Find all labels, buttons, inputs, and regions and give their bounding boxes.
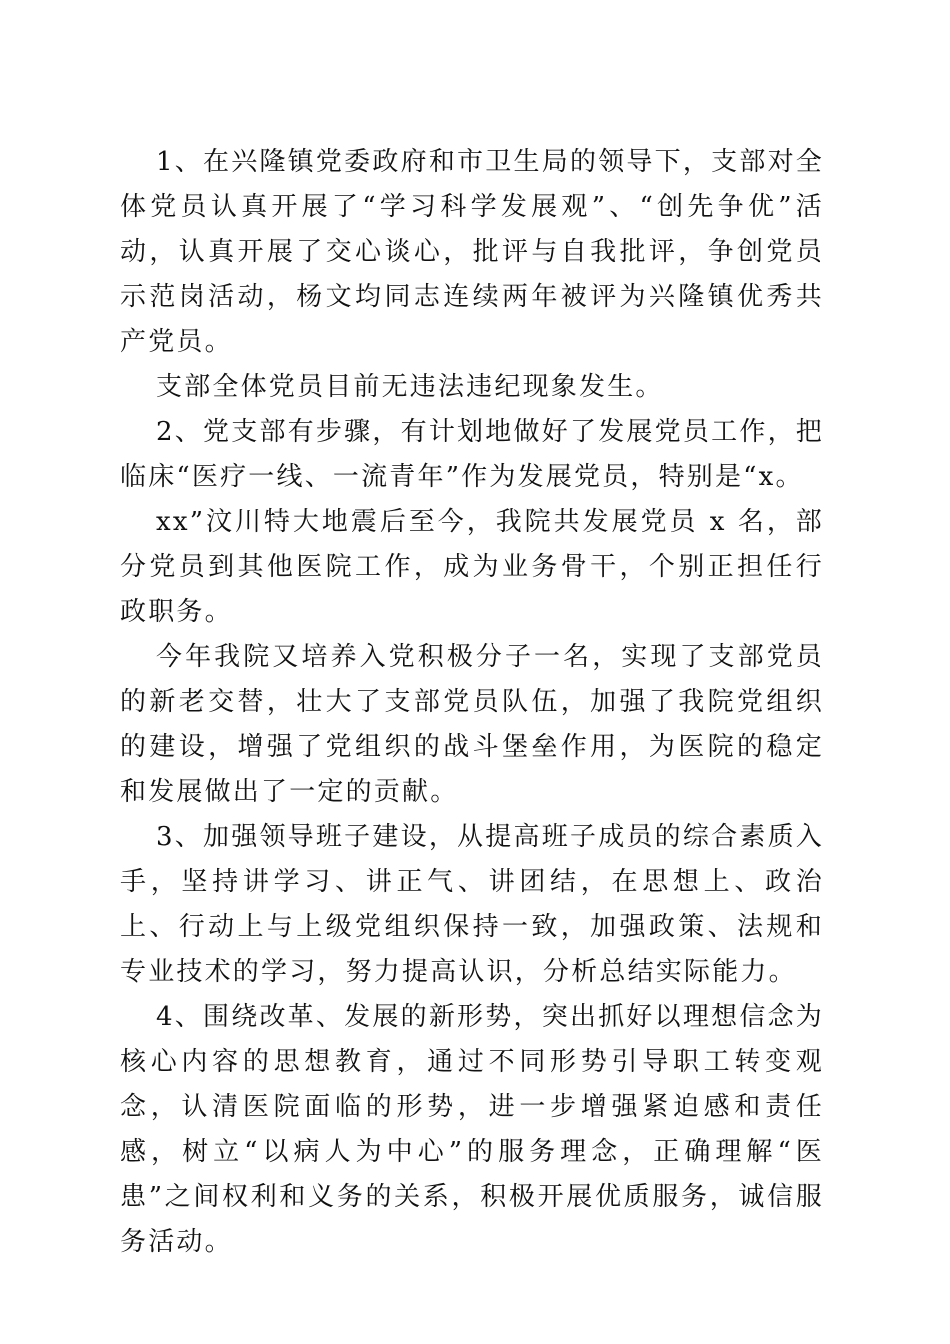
paragraph-leadership: 3、加强领导班子建设，从提高班子成员的综合素质入手，坚持讲学习、讲正气、讲团结，在思想上、政治上、行动上与上级党组织保持一致，加强政策、法规和专业技术的学习，努力提高认识，分析总结实际能力。 xyxy=(120,822,824,987)
document-body xyxy=(120,140,824,1265)
paragraph-new-activist: 今年我院又培养入党积极分子一名，实现了支部党员的新老交替，壮大了支部党员队伍，加强了我院党组织的建设，增强了党组织的战斗堡垒作用，为医院的稳定和发展做出了一定的贡献。 xyxy=(120,642,824,807)
paragraph-party-activities: 1、在兴隆镇党委政府和市卫生局的领导下，支部对全体党员认真开展了“学习科学发展观”、“创先争优”活动，认真开展了交心谈心，批评与自我批评，争创党员示范岗活动，杨文均同志连续两年被评为兴隆镇优秀共产党员。 xyxy=(120,147,824,357)
paragraph-member-development: 2、党支部有步骤，有计划地做好了发展党员工作，把临床“医疗一线、一流青年”作为发展党员，特别是“x。 xyxy=(120,417,824,492)
paragraph-ideological-education: 4、围绕改革、发展的新形势，突出抓好以理想信念为核心内容的思想教育，通过不同形势引导职工转变观念，认清医院面临的形势，进一步增强紧迫感和责任感，树立“以病人为中心”的服务理念，正确理解“医患”之间权利和义务的关系，积极开展优质服务，诚信服务活动。 xyxy=(120,1002,824,1257)
paragraph-earthquake-members: xx”汶川特大地震后至今，我院共发展党员 x 名，部分党员到其他医院工作，成为业务骨干，个别正担任行政职务。 xyxy=(120,507,824,627)
paragraph-no-violations: 支部全体党员目前无违法违纪现象发生。 xyxy=(156,372,664,402)
